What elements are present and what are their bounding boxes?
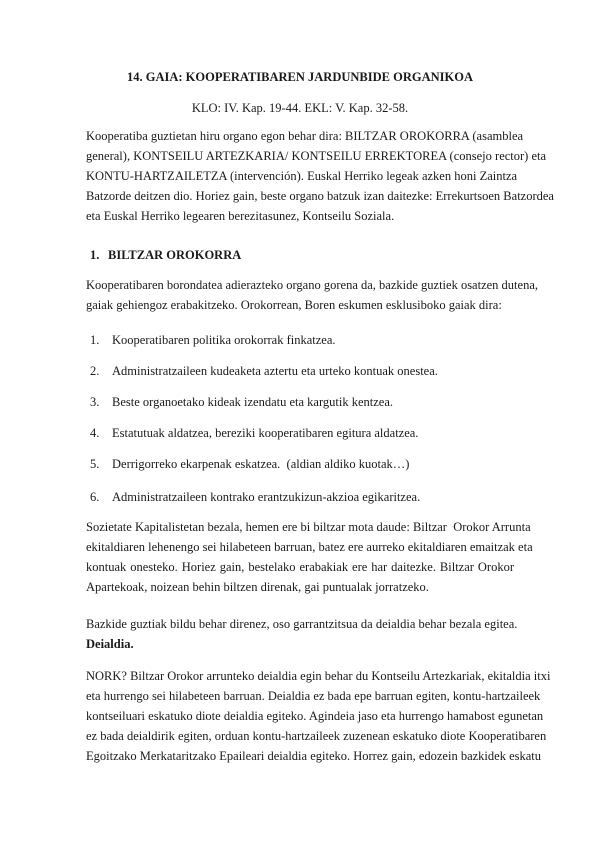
deialdia-label: Deialdia. xyxy=(86,637,134,651)
list-number: 5. xyxy=(90,457,100,471)
list-text: Kooperatibaren politika orokorrak finkatzea. xyxy=(112,333,336,347)
list-text: Estatutuak aldatzea, bereziki kooperatibaren egitura aldatzea. xyxy=(112,426,419,440)
text-line: Bazkide guztiak bildu behar direnez, oso garrantzitsua da deialdia behar bezala egitea. xyxy=(86,617,518,631)
list-number: 2. xyxy=(90,364,100,378)
list-item xyxy=(90,490,420,505)
list-text: Derrigorreko ekarpenak eskatzea. (aldian aldiko kuotak…) xyxy=(112,457,410,471)
nork-paragraph xyxy=(86,666,551,766)
text-line: kontseiluari eskatuko diote deialdia egiteko. Agindeia jaso eta hurrengo hamabost egunetan xyxy=(86,709,544,723)
section-heading xyxy=(90,248,241,263)
list-item xyxy=(90,395,393,410)
list-number: 3. xyxy=(90,395,100,409)
text-line: kontuak onesteko. Horiez gain, bestelako erabakiak ere har daitezke. Biltzar Orokor xyxy=(86,560,514,574)
list-number: 4. xyxy=(90,426,100,440)
list-number: 6. xyxy=(90,490,100,504)
list-text: Administratzaileen kudeaketa aztertu eta urteko kontuak onestea. xyxy=(112,364,438,378)
text-line: Sozietate Kapitalistetan bezala, hemen ere bi biltzar mota daude: Biltzar Orokor Arrunta xyxy=(86,520,531,534)
text-line: ez bada deialdirik egiten, orduan kontu-hartzaileek zuzenean eskatuko diote Kooperatibaren xyxy=(86,729,547,743)
text-line: gaiak gehiengoz erabakitzeko. Orokorrean, Boren eskumen esklusiboko gaiak dira: xyxy=(86,298,502,312)
text-line: Batzorde deitzen dio. Horiez gain, beste organo batzuk izan daitezke: Errekurtsoen Batzordea xyxy=(86,189,554,203)
intro-paragraph xyxy=(86,126,554,226)
text-line: ekitaldiaren lehenengo sei hilabeteen barruan, batez ere aurreko ekitaldiaren emaitzak eta xyxy=(86,540,533,554)
text-line: Kooperatibaren borondatea adierazteko organo gorena da, bazkide guztiek osatzen dutena, xyxy=(86,278,538,292)
legal-reference: KLO: IV. Kap. 19-44. EKL: V. Kap. 32-58. xyxy=(191,101,409,115)
section-intro-paragraph xyxy=(86,275,538,315)
bazkide-paragraph xyxy=(86,614,518,654)
text-line: Kooperatiba guztietan hiru organo egon behar dira: BILTZAR OROKORRA (asamblea xyxy=(86,129,524,143)
document-title: 14. GAIA: KOOPERATIBAREN JARDUNBIDE ORGANIKOA xyxy=(127,70,473,84)
text-line: Apartekoak, noizean behin biltzen direnak, gai puntualak jorratzeko. xyxy=(86,580,429,594)
list-number: 1. xyxy=(90,333,100,347)
list-item xyxy=(90,333,336,348)
text-line: NORK? Biltzar Orokor arrunteko deialdia egin behar du Kontseilu Artezkariak, ekitaldia itxi xyxy=(86,669,551,683)
text-line: Egoitzako Merkataritzako Epaileari deialdia egiteko. Horrez gain, edozein bazkidek eskatu xyxy=(86,749,542,763)
list-text: Beste organoetako kideak izendatu eta kargutik kentzea. xyxy=(112,395,394,409)
capital-paragraph xyxy=(86,517,533,597)
list-item xyxy=(90,457,409,472)
section-number: 1. xyxy=(90,248,100,262)
section-title: BILTZAR OROKORRA xyxy=(108,248,242,262)
list-item xyxy=(90,364,438,379)
text-line: general), KONTSEILU ARTEZKARIA/ KONTSEILU ERREKTOREA (consejo rector) eta xyxy=(86,149,547,163)
text-line: eta hurrengo sei hilabeteen barruan. Deialdia ez bada epe barruan egiten, kontu-hartzaileek xyxy=(86,689,541,703)
list-item xyxy=(90,426,418,441)
list-text: Administratzaileen kontrako erantzukizun-akzioa egikaritzea. xyxy=(112,490,421,504)
text-line: KONTU-HARTZAILETZA (intervención). Euskal Herriko legeak azken honi Zaintza xyxy=(86,169,518,183)
text-line: eta Euskal Herriko legearen berezitasunez, Kontseilu Soziala. xyxy=(86,209,395,223)
